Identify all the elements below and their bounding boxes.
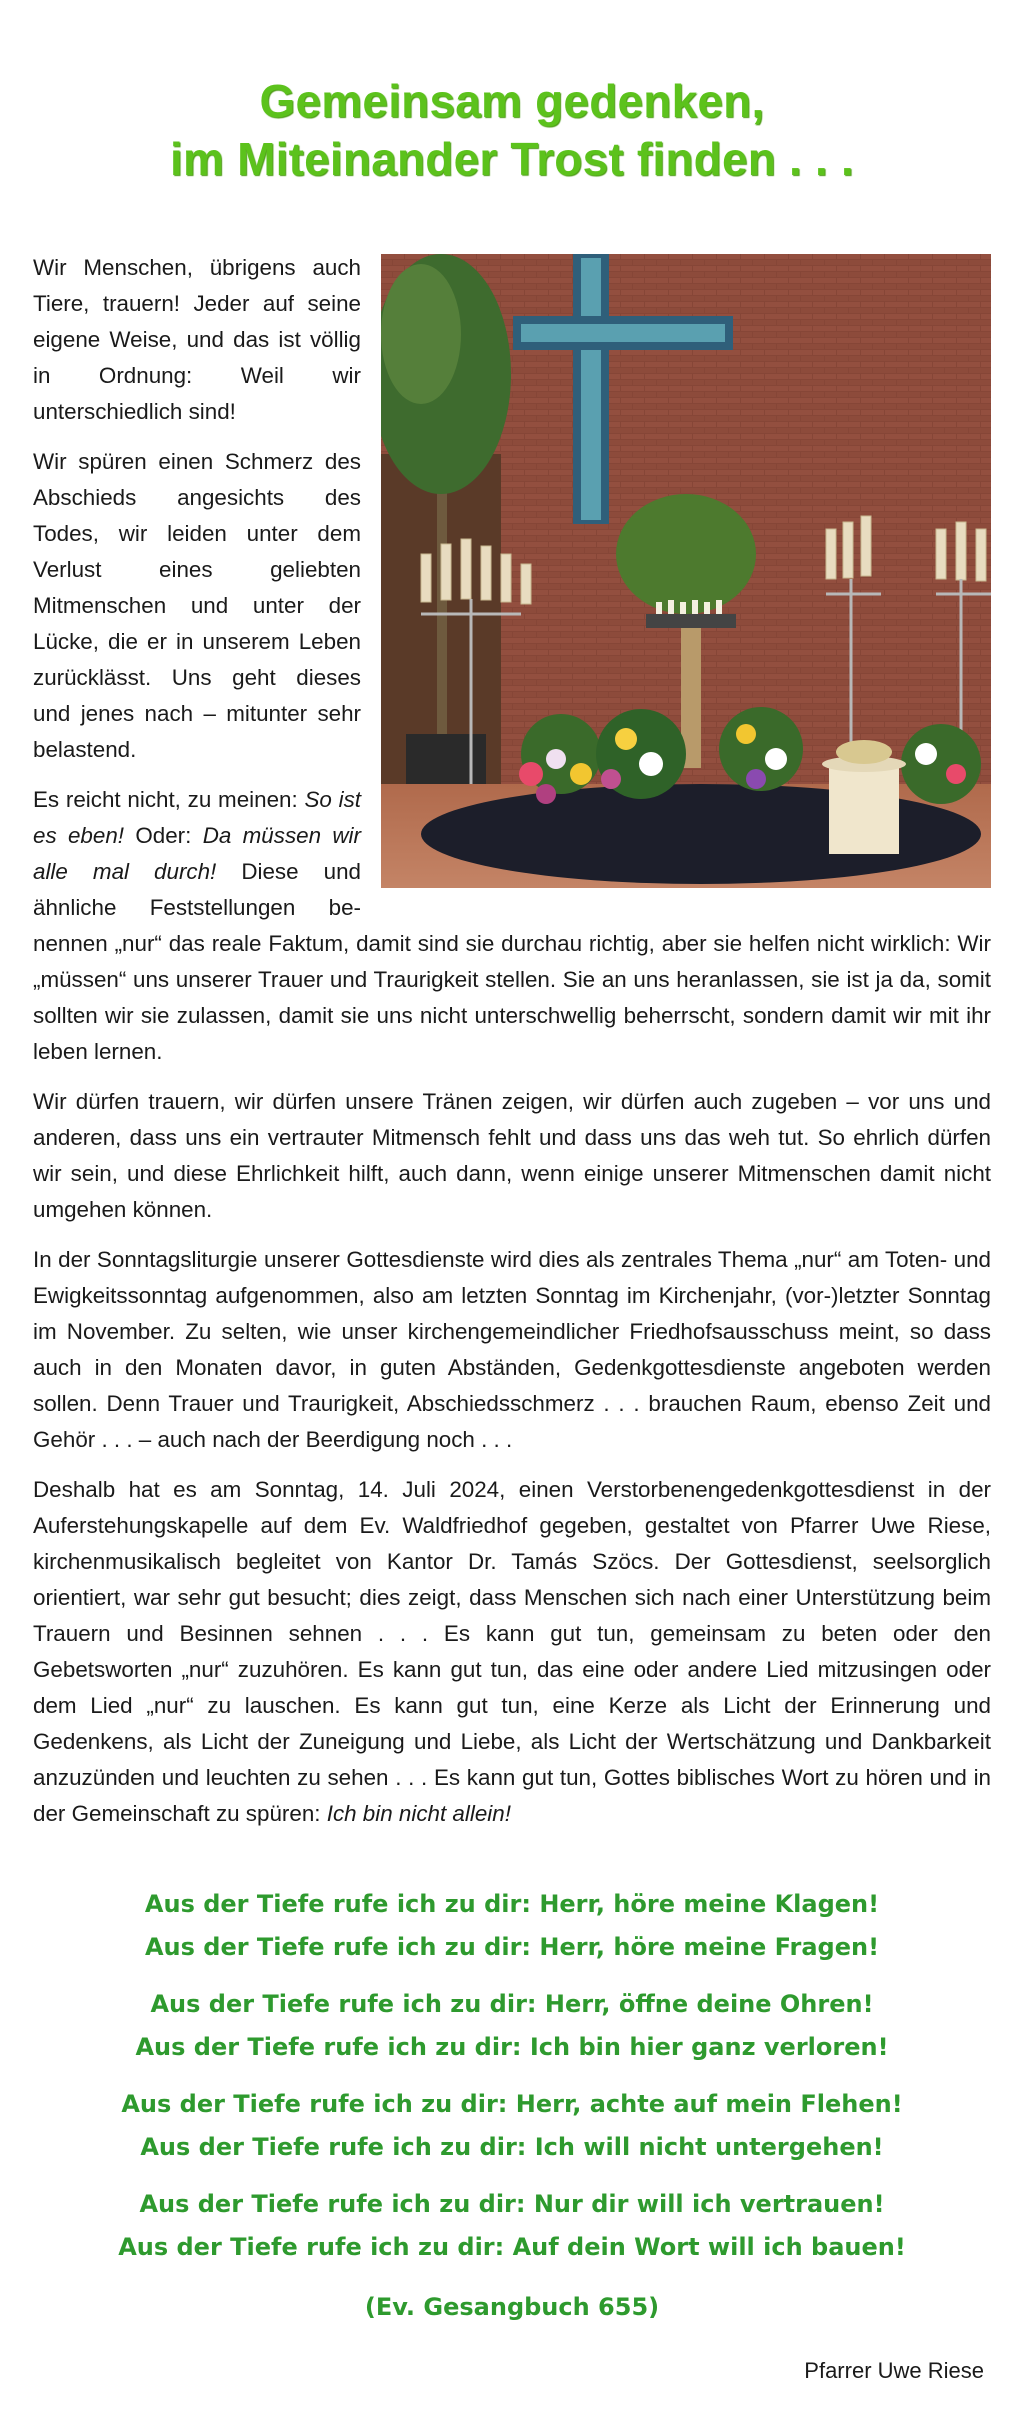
paragraph-5: In der Sonntagsliturgie unserer Gottesdienste wird dies als zentrales Thema „nur“ am Toten- und Ewigkeitssonntag aufgenommen, also am letzten Sonntag im Kirchenjahr, (vor-)letzter Sonntag im November. Zu selten, wie unser kirchengemeindlicher Friedhofsausschuss meint, so dass auch in den Monaten davor, in guten Abständen, Gedenkgottesdienste angeboten werden sollen. Denn Trauer und Traurigkeit, Abschiedsschmerz . . . brauchen Raum, ebenso Zeit und Gehör . . . – auch nach der Beerdigung noch . . . [33,1247,991,1452]
paragraph-6-text: Deshalb hat es am Sonntag, 14. Juli 2024, einen Verstorbenengedenkgottesdienst in der Auferstehungskapelle auf dem Ev. Waldfriedhof gegeben, gestaltet von Pfarrer Uwe Riese, kirchenmusikalisch begleitet von Kantor Dr. Tamás Szöcs. Der Gottesdienst, seelsorglich orientiert, war sehr gut besucht; dies zeigt, dass Menschen sich nach einer Unterstützung beim Trauern und Besinnen sehnen . . . Es kann gut tun, gemeinsam zu beten oder den Gebetsworten „nur“ zuzuhören. Es kann gut tun, das eine oder andere Lied mitzusingen oder dem Lied „nur“ zu lauschen. Es kann gut tun, eine Kerze als Licht der Erinnerung und Gedenkens, als Licht der Zuneigung und Liebe, als Licht der Wertschätzung und Dankbarkeit anzuzünden und leuchten zu sehen . . . Es kann gut tun, Gottes biblisches Wort zu hören und in der Gemeinschaft zu spüren: [33,1477,991,1826]
poem-line: Aus der Tiefe rufe ich zu dir: Herr, höre meine Fragen! [144,1933,880,1961]
paragraph-2: Wir spüren einen Schmerz des Abschieds angesichts des Todes, wir leiden unter dem Verlust eines geliebten Mitmenschen und unter der Lücke, die er in unserem Leben zurücklässt. Uns geht dieses und jenes nach – mitunter sehr belastend. [33,449,361,762]
page-title [0,72,1024,188]
poem-line: Aus der Tiefe rufe ich zu dir: Herr, öffne deine Ohren! [150,1990,874,2018]
paragraph-6 [33,1472,991,1832]
paragraph-3-part-c: Diese und ähnliche Feststellungen benennen „nur“ das reale Faktum, damit sind sie durchau richtig, aber sie helfen nicht wirklich: Wir „müssen“ uns unserer Trauer und Traurigkeit stellen. Sie an uns heranlassen, sie ist ja da, somit sollten wir sie zulassen, damit sie uns nicht unterschwellig beherrscht, sondern damit wir mit ihr leben lernen. [33,859,991,1064]
poem-stanza [0,1983,1024,2069]
hymnbook-source: (Ev. Gesangbuch 655) [364,2293,660,2321]
paragraph-3-part-b: Oder: [124,823,203,848]
paragraph-4: Wir dürfen trauern, wir dürfen unsere Tränen zeigen, wir dürfen auch zugeben – vor uns und anderen, dass uns ein vertrauter Mitmensch fehlt und dass uns das weh tut. So ehrlich dürfen wir sein, und diese Ehrlichkeit hilft, auch dann, wenn einige unserer Mitmenschen damit nicht umgehen können. [33,1089,991,1222]
poem-stanza [0,2183,1024,2269]
title-line-2: im Miteinander Trost finden . . . [170,133,854,185]
title-line-1: Gemeinsam gedenken, [259,75,765,127]
article-body [33,250,991,1846]
poem-stanza [0,2083,1024,2169]
poem-line: Aus der Tiefe rufe ich zu dir: Herr, höre meine Klagen! [144,1890,880,1918]
paragraph-6-quote: Ich bin nicht allein! [326,1801,511,1826]
poem-line: Aus der Tiefe rufe ich zu dir: Ich will nicht untergehen! [140,2133,884,2161]
poem-stanza [0,1883,1024,1969]
author-signature: Pfarrer Uwe Riese [804,2358,984,2383]
poem-line: Aus der Tiefe rufe ich zu dir: Nur dir will ich vertrauen! [139,2190,885,2218]
altar-photo [381,254,991,888]
paragraph-3-part-a: Es reicht nicht, zu meinen: [33,787,305,812]
poem-line: Aus der Tiefe rufe ich zu dir: Herr, achte auf mein Flehen! [121,2090,903,2118]
paragraph-1: Wir Menschen, übrigens auch Tiere, trauern! Jeder auf seine eigene Weise, und das ist völlig in Ordnung: Weil wir unterschiedlich sind! [33,255,361,424]
paragraph-3-quote-2: Da müssen wir alle mal durch! [33,823,361,884]
psalm-poem [0,1883,1024,2283]
poem-line: Aus der Tiefe rufe ich zu dir: Ich bin hier ganz verloren! [135,2033,889,2061]
paragraph-3-quote-1: So ist es eben! [33,787,361,848]
poem-line: Aus der Tiefe rufe ich zu dir: Auf dein Wort will ich bauen! [118,2233,906,2261]
